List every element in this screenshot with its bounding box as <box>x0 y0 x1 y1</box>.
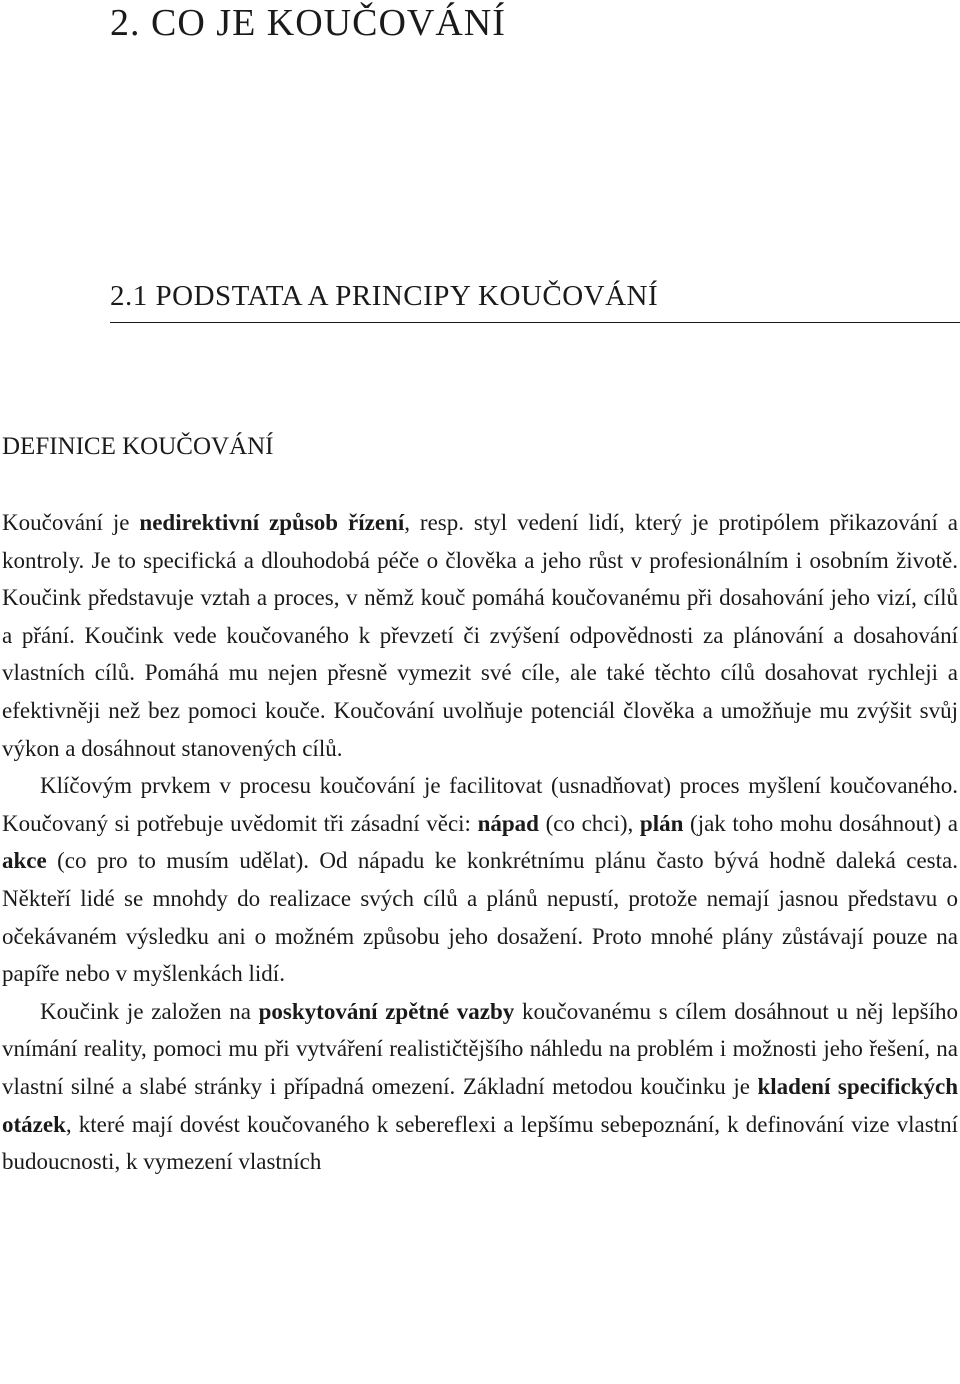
section-title: 2.1 PODSTATA A PRINCIPY KOUČOVÁNÍ <box>110 280 659 312</box>
paragraph <box>2 504 958 767</box>
bold-term: nedirektivní způsob řízení <box>139 510 405 535</box>
text-run: Klíčovým prvkem v procesu koučování je facilitovat (usnadňovat) proces myšlení koučovaného. Koučovaný si potřebuje uvědomit tři zásadní věci: <box>2 773 958 836</box>
chapter-title: 2. CO JE KOUČOVÁNÍ <box>110 2 506 44</box>
bold-term: kladení specifických otázek <box>2 1073 958 1137</box>
bold-term: plán <box>639 810 684 836</box>
text-run: Koučink je založen na <box>40 998 259 1024</box>
bold-term: poskytování zpětné vazby <box>258 998 515 1024</box>
paragraph <box>2 993 958 1181</box>
text-run: , které mají dovést koučovaného k sebereflexi a lepšímu sebepoznání, k definování vize vlastní budoucnosti, k vymezení vlastních <box>2 1111 958 1175</box>
subsection-title: DEFINICE KOUČOVÁNÍ <box>2 433 274 460</box>
text-run: Koučování je <box>2 510 140 535</box>
section-divider <box>110 322 960 323</box>
paragraph <box>2 767 958 993</box>
text-run: (jak toho mohu dosáhnout) a <box>683 810 958 836</box>
text-run: (co chci), <box>538 810 640 836</box>
text-run: (co pro to musím udělat). Od nápadu ke konkrétnímu plánu často bývá hodně daleká cesta. Někteří lidé se mnohdy do realizace svých cílů a plánů nepustí, protože nemají jasnou představu o očekávaném výsledku ani o možném způsobu jeho dosažení. Proto mnohé plány zůstávají pouze na papíře nebo v myšlenkách lidí. <box>2 848 958 987</box>
bold-term: akce <box>2 848 47 874</box>
body-text <box>2 504 958 1181</box>
text-run: koučovanému s cílem dosáhnout u něj lepšího vnímání reality, pomoci mu při vytváření realističtějšího náhledu na problém i možnosti jeho řešení, na vlastní silné a slabé stránky i případná omezení. Základní metodou koučinku je <box>2 998 958 1099</box>
text-run: , resp. styl vedení lidí, který je protipólem přikazování a kontroly. Je to specifická a dlouhodobá péče o člověka a jeho růst v profesionálním i osobním životě. Koučink představuje vztah a proces, v němž kouč pomáhá koučovanému při dosahování jeho vizí, cílů a přání. Koučink vede koučovaného k převzetí či zvýšení odpovědnosti za plánování a dosahování vlastních cílů. Pomáhá mu nejen přesně vymezit své cíle, ale také těchto cílů dosahovat rychleji a efektivněji než bez pomoci kouče. Koučování uvolňuje potenciál člověka a umožňuje mu zvýšit svůj výkon a dosáhnout stanovených cílů. <box>2 510 959 761</box>
bold-term: nápad <box>477 810 539 836</box>
